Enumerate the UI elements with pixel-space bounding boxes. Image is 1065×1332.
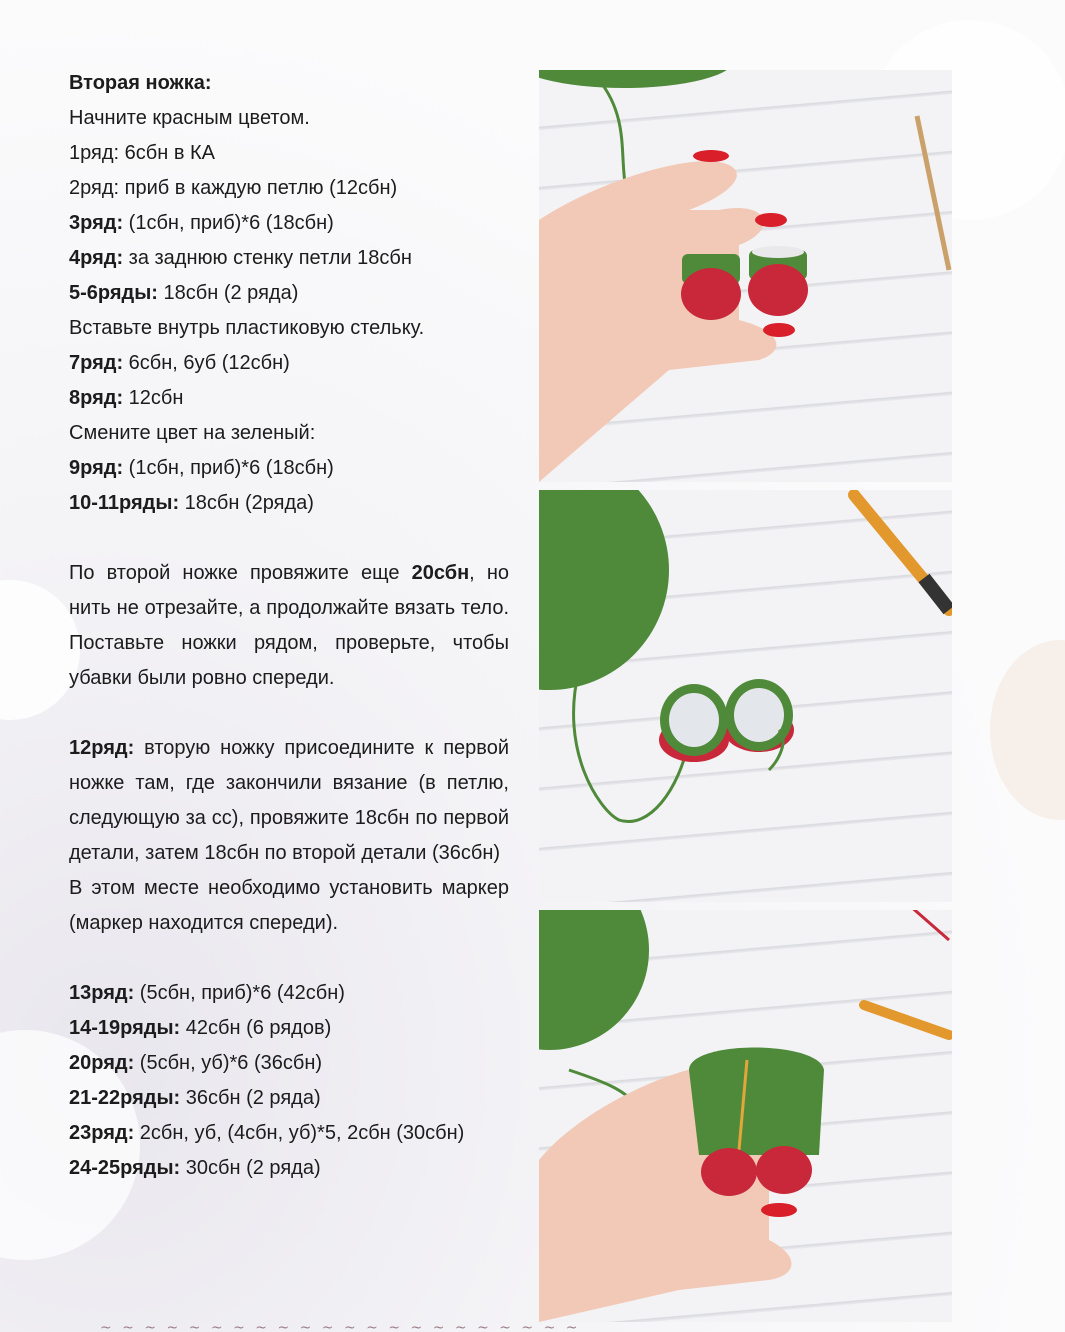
instruction-line: Начните красным цветом.	[69, 107, 310, 129]
instructions-column	[69, 66, 509, 1186]
photo-joined-legs-illustration	[539, 490, 952, 902]
red-foot	[756, 1146, 812, 1194]
row-label: 7ряд:	[69, 352, 124, 374]
row-label: 20ряд:	[69, 1052, 135, 1074]
nail	[755, 213, 787, 227]
instruction-line	[69, 451, 509, 486]
paragraph-second-leg	[69, 556, 509, 696]
nail	[761, 1203, 797, 1217]
photo-two-feet	[539, 70, 952, 482]
paragraph-row-12	[69, 731, 509, 871]
instruction-line	[69, 1116, 509, 1151]
row-text: 12сбн	[123, 387, 184, 409]
green-body	[689, 1048, 824, 1156]
instruction-line	[69, 346, 509, 381]
row-text: 18сбн (2ряда)	[179, 492, 314, 514]
red-yarn-strand	[909, 910, 949, 940]
instruction-line	[69, 241, 509, 276]
hand	[539, 161, 776, 482]
row-label: 10-11ряды:	[69, 492, 180, 514]
instruction-line	[69, 1011, 509, 1046]
photo-body-in-hand	[539, 910, 952, 1322]
instruction-line: Смените цвет на зеленый:	[69, 422, 316, 444]
instruction-line	[69, 206, 509, 241]
row-label: 13ряд:	[69, 982, 135, 1004]
row-label: 23ряд:	[69, 1122, 135, 1144]
insole	[669, 693, 719, 747]
crochet-hook	[864, 1005, 949, 1035]
instruction-line	[69, 976, 509, 1011]
row-text: за заднюю стенку петли 18сбн	[123, 247, 412, 269]
row-text: 18сбн (2 ряда)	[157, 282, 299, 304]
row-label: 5-6ряды:	[69, 282, 158, 304]
bokeh-light	[990, 640, 1065, 820]
photo-body-illustration	[539, 910, 952, 1322]
photo-joined-legs-top	[539, 490, 952, 902]
row-text: (1сбн, приб)*6 (18сбн)	[123, 212, 334, 234]
photo-two-feet-illustration	[539, 70, 952, 482]
row-text: (1сбн, приб)*6 (18сбн)	[123, 457, 334, 479]
yarn-ball	[539, 70, 734, 88]
row-text: 2сбн, уб, (4сбн, уб)*5, 2сбн (30сбн)	[134, 1122, 465, 1144]
instruction-line	[69, 381, 509, 416]
red-foot	[701, 1148, 757, 1196]
instruction-line	[69, 1081, 509, 1116]
row-label: 14-19ряды:	[69, 1017, 181, 1039]
paragraph-marker: В этом месте необходимо установить маркер (маркер находится спереди).	[69, 877, 509, 934]
para-text: , но нить не отрезайте, а продолжайте вязать тело. Поставьте ножки рядом, проверьте, чтобы убавки были ровно спереди.	[69, 562, 510, 689]
instruction-line: 2ряд: приб в каждую петлю (12сбн)	[69, 177, 398, 199]
row-text: (5сбн, уб)*6 (36сбн)	[134, 1052, 323, 1074]
footer-signature: ~ ~ ~ ~ ~ ~ ~ ~ ~ ~ ~ ~ ~ ~ ~ ~ ~ ~ ~ ~ ~ ~	[100, 1320, 581, 1332]
row-label: 9ряд:	[69, 457, 124, 479]
row-text: 6сбн, 6уб (12сбн)	[123, 352, 290, 374]
yarn-ball	[539, 490, 669, 690]
instruction-line	[69, 486, 509, 521]
row-text: (5сбн, приб)*6 (42сбн)	[134, 982, 345, 1004]
yarn-ball	[539, 910, 649, 1050]
row-label: 24-25ряды:	[69, 1157, 181, 1179]
row-text: 42сбн (6 рядов)	[180, 1017, 332, 1039]
bokeh-light	[0, 580, 80, 720]
instruction-line	[69, 1151, 509, 1186]
photo-column	[539, 70, 952, 1322]
row-label: 4ряд:	[69, 247, 124, 269]
instruction-line: 1ряд: 6сбн в КА	[69, 142, 215, 164]
nail	[763, 323, 795, 337]
nail	[693, 150, 729, 162]
insole	[734, 688, 784, 742]
row-text: 30сбн (2 ряда)	[180, 1157, 321, 1179]
instruction-line	[69, 1046, 509, 1081]
row-label: 21-22ряды:	[69, 1087, 181, 1109]
instruction-line	[69, 276, 509, 311]
red-foot	[748, 264, 808, 316]
row-label: 3ряд:	[69, 212, 124, 234]
row-label: 12ряд:	[69, 737, 135, 759]
row-text: 36сбн (2 ряда)	[180, 1087, 321, 1109]
red-foot	[681, 268, 741, 320]
instruction-line: Вставьте внутрь пластиковую стельку.	[69, 317, 425, 339]
row-label: 8ряд:	[69, 387, 124, 409]
bamboo-hook	[917, 116, 949, 270]
para-text: вторую ножку присоедините к первой ножке там, где закончили вязание (в петлю, следующую за сс), провяжите 18сбн по первой детали, затем 18сбн по второй детали (36сбн)	[69, 737, 509, 864]
hook-handle	[924, 578, 949, 610]
insole	[752, 246, 804, 258]
para-bold: 20сбн	[411, 562, 470, 584]
para-text: По второй ножке провяжите еще	[69, 562, 412, 584]
section-title: Вторая ножка:	[69, 72, 212, 94]
